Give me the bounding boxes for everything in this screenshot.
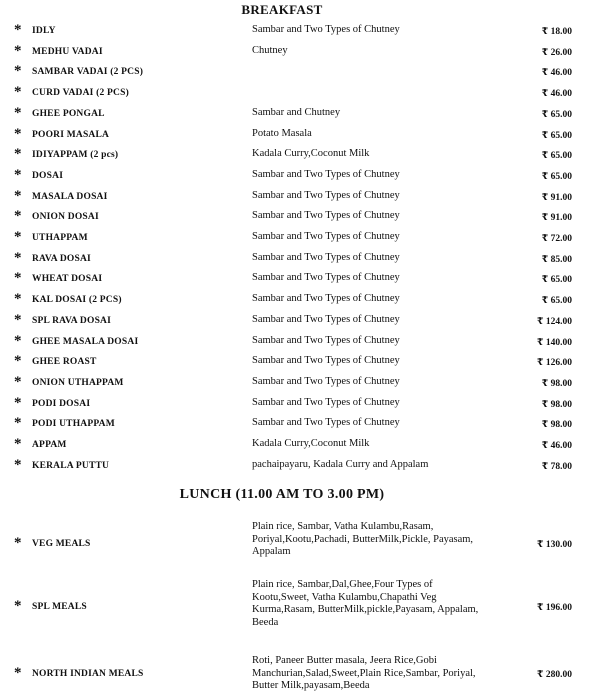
star-bullet: * (14, 125, 22, 142)
item-price: ₹ 91.00 (541, 192, 572, 203)
item-name: ONION UTHAPPAM (32, 377, 124, 388)
star-bullet: * (14, 311, 22, 328)
menu-row (0, 250, 600, 268)
menu-row (0, 436, 600, 454)
star-bullet: * (14, 373, 22, 390)
star-bullet: * (14, 332, 22, 349)
item-name: POORI MASALA (32, 129, 110, 140)
item-name: SAMBAR VADAI (2 PCS) (32, 67, 144, 78)
menu-row (0, 126, 600, 144)
item-name: SPL RAVA DOSAI (32, 315, 112, 326)
item-price: ₹ 85.00 (541, 254, 572, 265)
item-price: ₹ 98.00 (541, 378, 572, 389)
star-bullet: * (14, 229, 22, 245)
item-name: PODI DOSAI (32, 398, 91, 409)
item-price: ₹ 140.00 (536, 337, 572, 348)
item-description: Sambar and Two Types of Chutney (252, 375, 400, 387)
item-price: ₹ 65.00 (541, 171, 572, 182)
menu-row (0, 291, 600, 309)
item-description: Sambar and Two Types of Chutney (252, 417, 400, 429)
star-bullet: * (14, 146, 22, 163)
star-bullet: * (14, 84, 22, 101)
item-name: WHEAT DOSAI (32, 274, 103, 285)
item-price: ₹ 65.00 (541, 296, 572, 307)
menu-row (0, 63, 600, 81)
menu-row (0, 415, 600, 433)
item-price: ₹ 72.00 (541, 234, 572, 244)
item-price: ₹ 98.00 (541, 420, 572, 431)
item-price: ₹ 124.00 (536, 316, 572, 327)
item-description: Plain rice, Sambar,Dal,Ghee,Four Types of Kootu,Sweet, Vatha Kulambu,Chapathi Veg Kurma,Rasam, ButterMilk,pickle,Payasam, Appalam, Beeda (252, 579, 479, 628)
item-description: Kadala Curry,Coconut Milk (252, 438, 370, 449)
item-description: Sambar and Two Types of Chutney (252, 272, 400, 284)
star-bullet: * (14, 394, 22, 411)
item-description: Plain rice, Sambar, Vatha Kulambu,Rasam, Poriyal,Kootu,Pachadi, ButterMilk,Pickle, Payasam, Appalam (252, 521, 474, 557)
item-description: Sambar and Two Types of Chutney (252, 293, 400, 305)
star-bullet: * (14, 208, 22, 225)
menu-row (0, 208, 600, 226)
breakfast-section-title: BREAKFAST (241, 2, 323, 17)
star-bullet: * (14, 598, 22, 614)
item-description: pachaipayaru, Kadala Curry and Appalam (252, 458, 429, 470)
item-name: GHEE ROAST (32, 357, 97, 368)
item-description: Roti, Paneer Butter masala, Jeera Rice,Gobi Manchurian,Salad,Sweet,Plain Rice,Sambar, Poriyal, Butter Milk,payasam,Beeda (252, 655, 476, 691)
item-price: ₹ 98.00 (541, 399, 572, 410)
item-price: ₹ 91.00 (541, 213, 572, 224)
item-name: IDIYAPPAM (2 pcs) (32, 150, 119, 161)
item-price: ₹ 46.00 (541, 68, 572, 79)
item-price: ₹ 196.00 (536, 603, 572, 613)
item-name: MEDHU VADAI (32, 46, 103, 57)
item-description: Sambar and Two Types of Chutney (252, 355, 400, 367)
item-description: Sambar and Two Types of Chutney (252, 168, 400, 180)
star-bullet: * (14, 42, 22, 59)
item-name: GHEE PONGAL (32, 108, 105, 119)
item-name: RAVA DOSAI (32, 253, 91, 264)
item-name: UTHAPPAM (32, 233, 88, 243)
item-name: VEG MEALS (32, 539, 91, 549)
item-description: Sambar and Two Types of Chutney (252, 313, 400, 325)
item-description: Chutney (252, 44, 288, 56)
menu-row (0, 167, 600, 185)
item-name: ONION DOSAI (32, 212, 99, 223)
item-price: ₹ 18.00 (541, 27, 572, 37)
item-description: Sambar and Two Types of Chutney (252, 189, 400, 201)
item-description: Kadala Curry,Coconut Milk (252, 148, 370, 160)
menu-row (0, 84, 600, 102)
menu-row (0, 43, 600, 61)
item-price: ₹ 126.00 (536, 358, 572, 369)
item-price: ₹ 78.00 (541, 461, 572, 472)
menu-row (0, 353, 600, 371)
star-bullet: * (14, 535, 22, 551)
item-description: Sambar and Two Types of Chutney (252, 334, 400, 346)
menu-row (0, 312, 600, 330)
item-description: Sambar and Chutney (252, 106, 341, 118)
item-description: Sambar and Two Types of Chutney (252, 396, 400, 408)
item-name: KERALA PUTTU (32, 460, 110, 471)
item-price: ₹ 46.00 (541, 89, 572, 100)
item-name: SPL MEALS (32, 602, 87, 612)
menu-row (0, 188, 600, 206)
item-name: KAL DOSAI (2 PCS) (32, 295, 122, 306)
item-description: Sambar and Two Types of Chutney (252, 210, 400, 222)
star-bullet: * (14, 436, 22, 452)
menu-row (0, 229, 600, 247)
item-name: DOSAI (32, 170, 64, 181)
item-price: ₹ 65.00 (541, 109, 572, 120)
item-name: APPAM (32, 440, 67, 450)
menu-row (0, 270, 600, 288)
menu-row (0, 374, 600, 392)
star-bullet: * (14, 22, 22, 38)
item-description: Potato Masala (252, 127, 312, 139)
item-name: CURD VADAI (2 PCS) (32, 88, 129, 99)
item-description: Sambar and Two Types of Chutney (252, 231, 400, 242)
menu-row (0, 333, 600, 351)
item-price: ₹ 65.00 (541, 151, 572, 162)
star-bullet: * (14, 187, 22, 204)
item-name: NORTH INDIAN MEALS (32, 669, 144, 679)
item-price: ₹ 65.00 (541, 130, 572, 141)
item-name: PODI UTHAPPAM (32, 419, 115, 430)
item-price: ₹ 65.00 (541, 275, 572, 286)
star-bullet: * (14, 166, 22, 183)
star-bullet: * (14, 353, 22, 370)
star-bullet: * (14, 291, 22, 308)
item-name: MASALA DOSAI (32, 191, 108, 202)
star-bullet: * (14, 415, 22, 432)
menu-row (0, 395, 600, 413)
star-bullet: * (14, 104, 22, 121)
item-price: ₹ 280.00 (536, 670, 572, 680)
item-price: ₹ 130.00 (536, 540, 572, 550)
item-name: GHEE MASALA DOSAI (32, 336, 139, 347)
star-bullet: * (14, 63, 22, 80)
star-bullet: * (14, 456, 22, 473)
star-bullet: * (14, 249, 22, 266)
star-bullet: * (14, 270, 22, 287)
menu-row (0, 22, 600, 40)
menu-row (0, 105, 600, 123)
menu-row (0, 457, 600, 475)
item-description: Sambar and Two Types of Chutney (252, 24, 400, 35)
menu-row (0, 146, 600, 164)
item-price: ₹ 46.00 (541, 441, 572, 451)
item-price: ₹ 26.00 (541, 47, 572, 58)
item-description: Sambar and Two Types of Chutney (252, 251, 400, 263)
item-name: IDLY (32, 26, 56, 36)
lunch-section-title: LUNCH (11.00 AM TO 3.00 PM) (179, 487, 385, 502)
star-bullet: * (14, 665, 22, 681)
